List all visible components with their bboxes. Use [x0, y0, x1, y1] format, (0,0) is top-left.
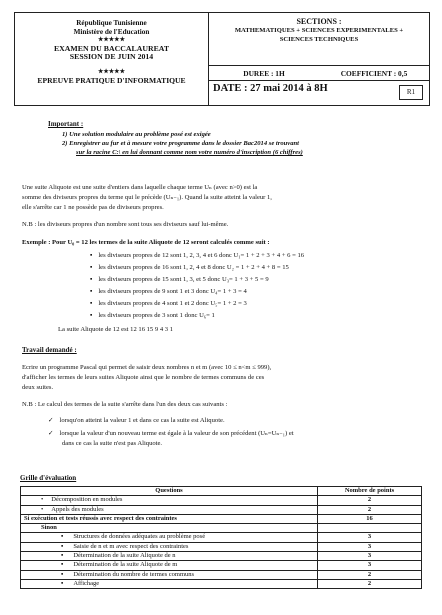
row-question: • Décomposition en modules [21, 496, 318, 505]
row-question: ▪ Détermination de la suite Aliquote de m [21, 561, 318, 570]
row-question: ▪ Saisie de n et m avec respect des contraintes [21, 542, 318, 551]
row-points: 2 [318, 505, 422, 514]
definition-line-1: Une suite Aliquote est une suite d'entiers dans laquelle chaque terme Uₙ (avec n>0) est la [22, 184, 258, 191]
header-rule-1 [209, 65, 429, 66]
header-stars-2: ★★★★★ [98, 68, 125, 75]
duree: DUREE : 1H [243, 69, 285, 78]
col-questions: Questions [21, 487, 318, 496]
table-row [21, 570, 422, 579]
row-question: Sinon [21, 524, 318, 533]
row-points: 2 [318, 579, 422, 588]
grille-header-row [21, 487, 422, 496]
exemple-item-1: ▪ les diviseurs propres de 12 sont 1, 2, 3, 4 et 6 donc U₁= 1 + 2 + 3 + 4 + 6 = 16 [90, 252, 304, 260]
important-title: Important : [48, 120, 84, 128]
sections-title: SECTIONS : [296, 17, 342, 26]
table-row [21, 514, 422, 523]
header-rule-2 [209, 80, 429, 81]
row-points: 3 [318, 552, 422, 561]
row-question: Si exécution et tests réussis avec respect des contraintes [21, 514, 318, 523]
header-republic: République Tunisienne [76, 19, 147, 27]
header-epreuve: EPREUVE PRATIQUE D'INFORMATIQUE [37, 75, 186, 85]
exam-date: DATE : 27 mai 2014 à 8H [213, 83, 328, 94]
coefficient: COEFFICIENT : 0,5 [340, 69, 408, 78]
definition-line-2: somme des diviseurs propres du terme qui le précède (Uₙ₋₁). Quand la suite atteint la valeur 1, [22, 194, 272, 201]
room-code: R1 [399, 85, 423, 100]
row-points: 2 [318, 496, 422, 505]
check-icon: ✓ [48, 430, 54, 437]
sections-line-2: SCIENCES TECHNIQUES [279, 36, 359, 43]
header-ministry: Ministère de l'Education [73, 27, 150, 36]
exemple-item-3: ▪ les diviseurs propres de 15 sont 1, 3, et 5 donc U₃= 1 + 3 + 5 = 9 [90, 276, 269, 284]
grille-body [21, 496, 422, 589]
row-points: 3 [318, 561, 422, 570]
table-row [21, 524, 422, 533]
definition-line-3: elle s'arrête car 1 ne possède pas de diviseurs propres. [22, 204, 164, 211]
table-row [21, 552, 422, 561]
table-row [21, 561, 422, 570]
row-points: 3 [318, 533, 422, 542]
nb-diviseurs: N.B : les diviseurs propres d'un nombre sont tous ses diviseurs sauf lui-même. [22, 221, 229, 228]
grille-title: Grille d'évaluation [20, 474, 77, 482]
row-question: • Appels des modules [21, 505, 318, 514]
exemple-item-2: ▪ les diviseurs propres de 16 sont 1, 2, 4 et 8 donc U₂ = 1 + 2 + 4 + 8 = 15 [90, 264, 289, 272]
important-item-2: 2) Enregistrer au fur et à mesure votre programme dans le dossier Bac2014 se trouvant [62, 140, 300, 147]
col-points: Nombre de points [318, 487, 422, 496]
table-row [21, 505, 422, 514]
exemple-item-6: ▪ les diviseurs propres de 3 sont 1 donc U₆= 1 [90, 312, 215, 320]
sections-line-1: MATHEMATIQUES + SCIENCES EXPERIMENTALES + [234, 27, 404, 34]
case-1: ✓ lorsqu'on atteint la valeur 1 et dans ce cas la suite est Aliquote. [48, 417, 225, 424]
header-session: SESSION DE JUIN 2014 [69, 52, 154, 62]
header-right [209, 13, 429, 105]
row-points: 16 [318, 514, 422, 523]
travail-line-2: d'afficher les termes de leurs suites Aliquote ainsi que le nombre de termes communs de ces [22, 374, 265, 381]
table-row [21, 579, 422, 588]
header-stars-1: ★★★★★ [98, 37, 125, 44]
row-points: 3 [318, 542, 422, 551]
row-points: 2 [318, 570, 422, 579]
table-row [21, 496, 422, 505]
exam-header [14, 12, 430, 106]
header-exam: EXAMEN DU BACCALAUREAT [53, 43, 170, 53]
row-question: ▪ Structures de données adéquates au problème posé [21, 533, 318, 542]
travail-line-3: deux suites. [22, 384, 54, 391]
suite-result: La suite Aliquote de 12 est 12 16 15 9 4 3 1 [58, 326, 174, 333]
row-question: ▪ Détermination de la suite Aliquote de n [21, 552, 318, 561]
exemple-intro: Exemple : Pour U₀ = 12 les termes de la suite Aliquote de 12 seront calculés comme suit : [22, 239, 270, 246]
row-question: ▪ Détermination du nombre de termes communs [21, 570, 318, 579]
case-2-cont: dans ce cas la suite n'est pas Aliquote. [62, 440, 163, 447]
row-points [318, 524, 422, 533]
travail-title: Travail demandé : [22, 346, 77, 354]
table-row [21, 542, 422, 551]
exemple-item-5: ▪ les diviseurs propres de 4 sont 1 et 2 donc U₅= 1 + 2 = 3 [90, 300, 247, 308]
travail-line-1: Ecrire un programme Pascal qui permet de saisir deux nombres n et m (avec 10 ≤ n<m ≤ 999), [22, 364, 272, 371]
check-icon: ✓ [48, 417, 54, 424]
important-item-3: sur la racine C:\ en lui donnant comme nom votre numéro d'inscription (6 chiffres) [76, 149, 303, 156]
row-question: ▪ Affichage [21, 579, 318, 588]
case-2: ✓ lorsque la valeur d'un nouveau terme est égale à la valeur de son précédent (Uₙ=Uₙ₋₁) et [48, 430, 294, 437]
exemple-item-4: ▪ les diviseurs propres de 9 sont 1 et 3 donc U₄= 1 + 3 = 4 [90, 288, 247, 296]
grille-table [20, 486, 422, 589]
nb-calcul: N.B : Le calcul des termes de la suite s'arrête dans l'un des deux cas suivants : [22, 401, 228, 408]
header-left [15, 13, 208, 105]
table-row [21, 533, 422, 542]
important-item-1: 1) Une solution modulaire au problème posé est exigée [62, 131, 211, 138]
